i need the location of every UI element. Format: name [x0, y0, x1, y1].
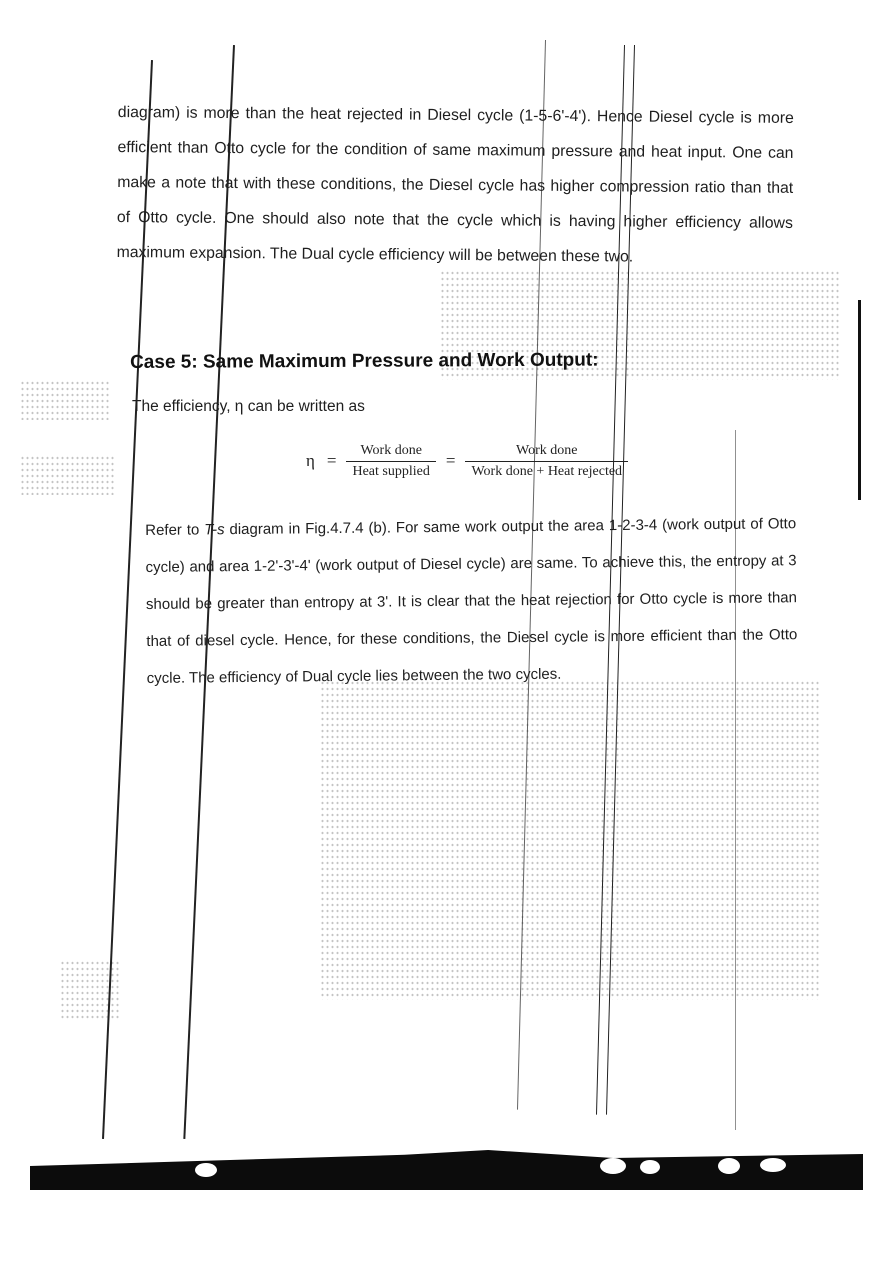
formula-equals: = [326, 451, 337, 470]
paragraph-2 [145, 505, 798, 697]
ts-diagram-term: T-s [204, 521, 225, 539]
scan-edge-bar [858, 300, 861, 500]
formula-eta: η [306, 451, 315, 470]
fraction-2-numerator: Work done [516, 442, 578, 458]
scan-edge-blob [718, 1158, 740, 1174]
scan-noise [20, 380, 110, 420]
scan-edge-blob [640, 1160, 660, 1174]
fraction-1 [342, 443, 439, 480]
scan-noise [20, 455, 115, 495]
efficiency-formula [300, 436, 632, 486]
scan-edge-blob [760, 1158, 786, 1172]
scan-edge-blob [600, 1158, 626, 1174]
fraction-1-numerator: Work done [360, 442, 422, 458]
section-heading: Case 5: Same Maximum Pressure and Work Output: [130, 349, 599, 373]
scan-edge-blob [195, 1163, 217, 1177]
paragraph-2-start: Refer to [145, 521, 205, 539]
efficiency-intro: The efficiency, η can be written as [132, 398, 365, 415]
paragraph-2-rest: diagram in Fig.4.7.4 (b). For same work output the area 1-2-3-4 (work output of Otto cycle) and area 1-2'-3'-4' (work output of Diesel cycle) are same. To achieve this, the entropy at 3 should be greater than entropy at 3'. It is clear that the heat rejection for Otto cycle is more than that of diesel cycle. Hence, for these conditions, the Diesel cycle is more efficient than the Otto cycle. The efficiency of Dual cycle lies between the two cycles. [145, 515, 798, 687]
paragraph-1: diagram) is more than the heat rejected in Diesel cycle (1-5-6'-4'). Hence Diesel cycle is more efficient than Otto cycle for the condition of same maximum pressure and heat input. One can make a note that with these conditions, the Diesel cycle has higher compression ratio than that of Otto cycle. One should also note that the cycle which is having higher efficiency allows maximum expansion. The Dual cycle efficiency will be between these two. [116, 103, 794, 266]
fraction-1-denominator: Heat supplied [346, 461, 435, 480]
formula-equals: = [445, 451, 456, 470]
fraction-2 [461, 443, 632, 480]
fraction-2-denominator: Work done + Heat rejected [465, 461, 628, 480]
scan-noise [320, 680, 820, 1000]
